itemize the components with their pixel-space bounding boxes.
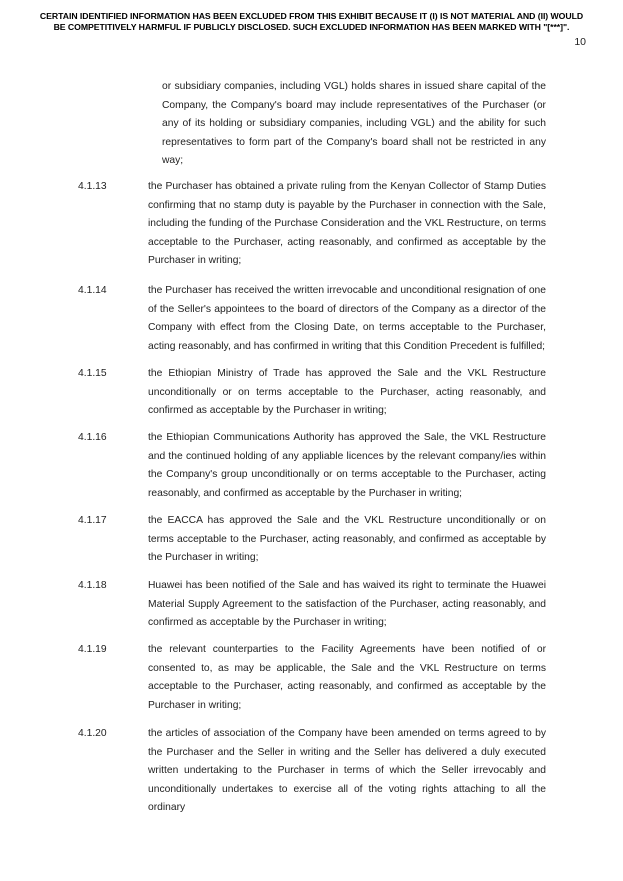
clause-number: 4.1.15 bbox=[78, 368, 107, 379]
clause-text: the Ethiopian Ministry of Trade has approved the Sale and the VKL Restructure unconditionally or on terms acceptable to the Purchaser, acting reasonably, and confirmed as acceptable by the Purchaser in writing; bbox=[148, 368, 546, 416]
confidentiality-disclaimer bbox=[0, 11, 623, 33]
clause-text: the Ethiopian Communications Authority has approved the Sale, the VKL Restructure and the continued holding of any appliable licences by the relevant company/ies within the Company's group unconditionally or on terms acceptable to the Purchaser, acting reasonably, and confirmed as acceptable by the Purchaser in writing; bbox=[148, 432, 546, 499]
clause-number: 4.1.17 bbox=[78, 515, 107, 526]
clause-number: 4.1.14 bbox=[78, 285, 107, 296]
clause-number: 4.1.19 bbox=[78, 644, 107, 655]
clause-number: 4.1.16 bbox=[78, 432, 107, 443]
clause-text: the articles of association of the Company have been amended on terms agreed to by the Purchaser and the Seller in writing and the Seller has delivered a duly executed written undertaking to the Purchaser in terms of which the Seller irrevocably and unconditionally undertakes to exercise all of the voting rights attaching to all the ordinary bbox=[148, 728, 546, 813]
clause-text: the EACCA has approved the Sale and the VKL Restructure unconditionally or on terms acceptable to the Purchaser, acting reasonably, and confirmed as acceptable by the Purchaser in writing; bbox=[148, 515, 546, 563]
clause-text: Huawei has been notified of the Sale and has waived its right to terminate the Huawei Material Supply Agreement to the satisfaction of the Purchaser, acting reasonably, and confirmed as acceptable by the Purchaser in writing; bbox=[148, 580, 546, 628]
clause-text: the Purchaser has obtained a private ruling from the Kenyan Collector of Stamp Duties confirming that no stamp duty is payable by the Purchaser in connection with the Sale, including the funding of the Purchase Consideration and the VKL Restructure, on terms acceptable to the Purchaser, acting reasonably, and confirmed as acceptable by the Purchaser in writing; bbox=[148, 181, 546, 266]
clause-text: the Purchaser has received the written irrevocable and unconditional resignation of one of the Seller's appointees to the board of directors of the Company as a director of the Company with effect from the Closing Date, on terms acceptable to the Purchaser, acting reasonably, and has confirmed in writing that this Condition Precedent is fulfilled; bbox=[148, 285, 546, 352]
disclaimer-line-1: CERTAIN IDENTIFIED INFORMATION HAS BEEN EXCLUDED FROM THIS EXHIBIT BECAUSE IT (I) IS NOT MATERIAL AND (II) WOULD bbox=[39, 11, 584, 21]
clause-number: 4.1.13 bbox=[78, 181, 107, 192]
continuation-paragraph: or subsidiary companies, including VGL) holds shares in issued share capital of the Company, the Company's board may include representatives of the Purchaser (or any of its holding or subsidiary companies, including VGL) and the ability for such representatives to form part of the Company's board shall not be restricted in any way; bbox=[162, 81, 546, 166]
clause-number: 4.1.20 bbox=[78, 728, 107, 739]
clause-number: 4.1.18 bbox=[78, 580, 107, 591]
clause-text: the relevant counterparties to the Facility Agreements have been notified of or consented to, as may be applicable, the Sale and the VKL Restructure on terms acceptable to the Purchaser, acting reasonably, and confirmed as acceptable by the Purchaser in writing; bbox=[148, 644, 546, 711]
page-number: 10 bbox=[574, 36, 586, 48]
disclaimer-line-2: BE COMPETITIVELY HARMFUL IF PUBLICLY DISCLOSED. SUCH EXCLUDED INFORMATION HAS BEEN MARKED WITH "[***]". bbox=[53, 22, 570, 32]
